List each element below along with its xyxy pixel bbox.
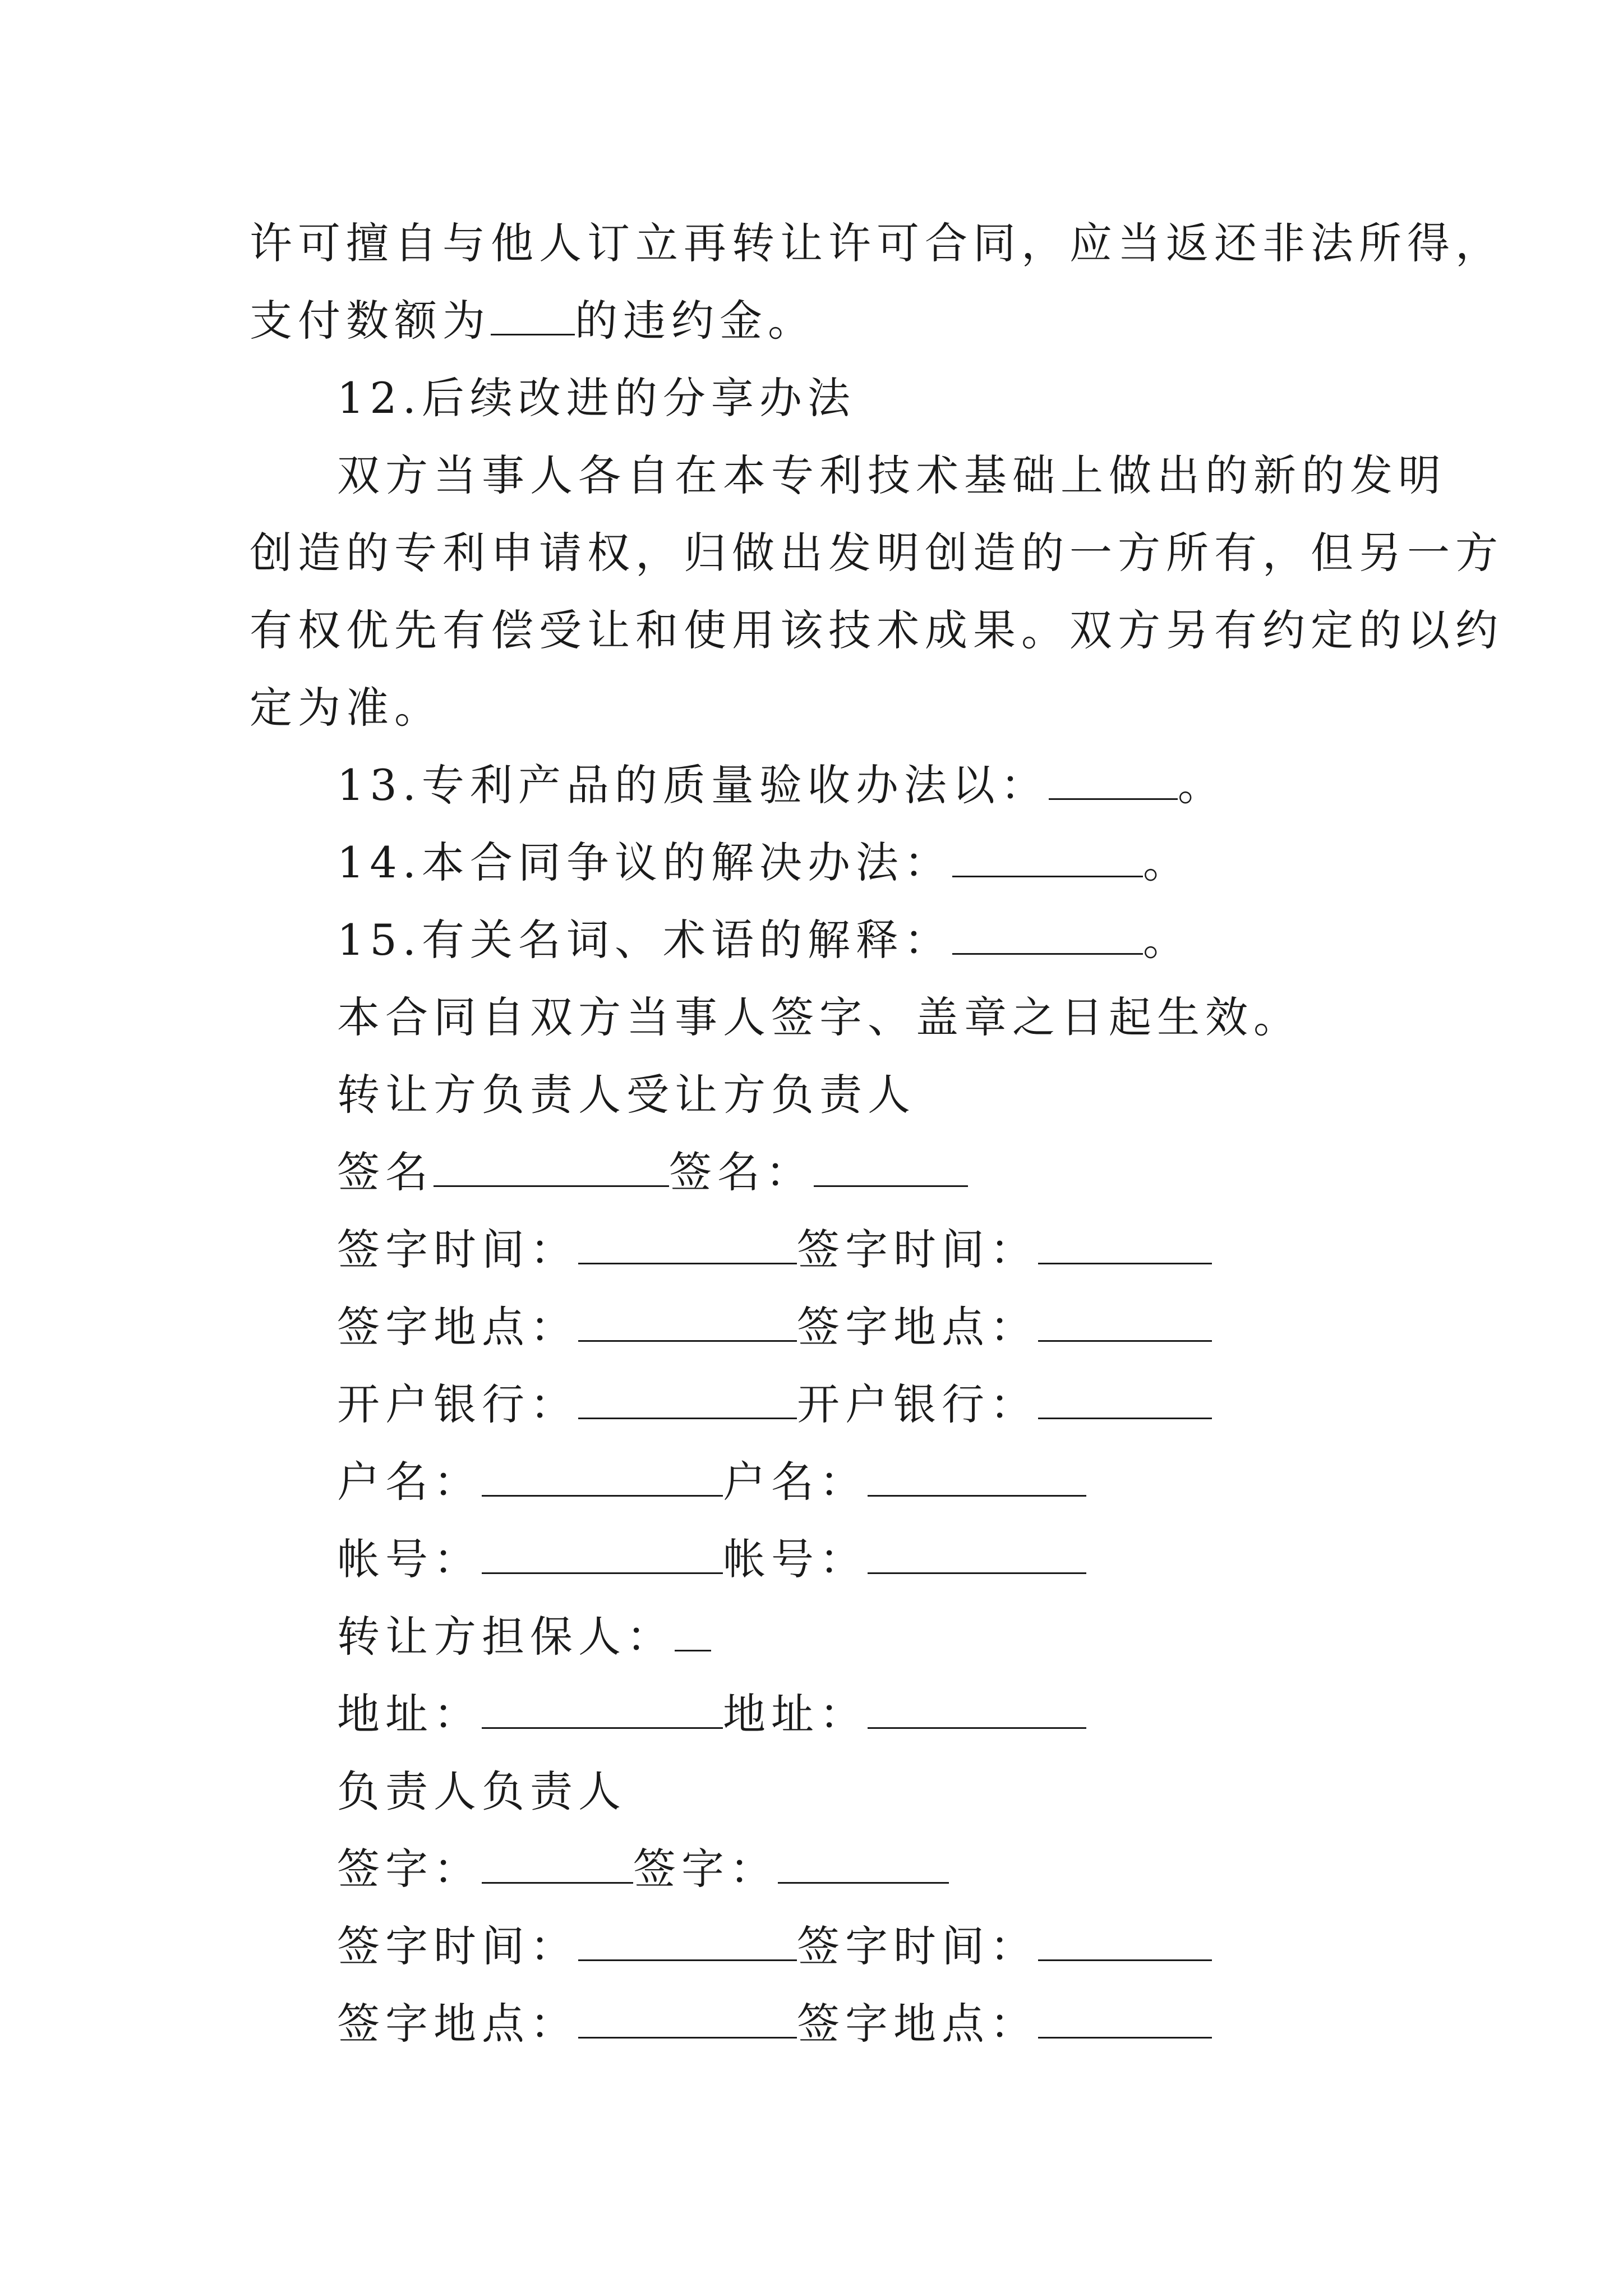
sign-time-row: 签字时间： 签字时间： bbox=[337, 1223, 1212, 1277]
paragraph-line: 许可擅自与他人订立再转让许可合同，应当返还非法所得， bbox=[250, 218, 1504, 268]
bank-row: 开户银行： 开户银行： bbox=[337, 1378, 1212, 1432]
fill-blank bbox=[778, 1847, 949, 1884]
guarantor-row: 转让方担保人： bbox=[337, 1610, 711, 1664]
fill-blank bbox=[578, 1305, 797, 1342]
fill-blank bbox=[578, 1383, 797, 1419]
fill-blank bbox=[434, 1151, 669, 1187]
fill-blank bbox=[1038, 1383, 1212, 1419]
guarantor-heading: 负责人负责人 bbox=[337, 1766, 626, 1816]
fill-blank bbox=[814, 1151, 968, 1187]
fill-blank bbox=[868, 1538, 1086, 1574]
fill-blank bbox=[952, 918, 1143, 955]
paragraph-line: 有权优先有偿受让和使用该技术成果。双方另有约定的以约 bbox=[250, 605, 1504, 655]
account-number-row: 帐号： 帐号： bbox=[337, 1533, 1086, 1586]
guarantor-signature-row: 签字： 签字： bbox=[337, 1842, 949, 1896]
fill-blank bbox=[482, 1692, 723, 1729]
fill-blank bbox=[491, 299, 575, 335]
clause-15: 15.有关名词、术语的解释： 。 bbox=[337, 915, 1191, 965]
fill-blank bbox=[868, 1460, 1086, 1497]
fill-blank bbox=[578, 2002, 797, 2039]
fill-blank bbox=[868, 1692, 1086, 1729]
guarantor-place-row: 签字地点： 签字地点： bbox=[337, 1997, 1212, 2051]
fill-blank bbox=[1038, 2002, 1212, 2039]
fill-blank bbox=[578, 1228, 797, 1264]
fill-blank bbox=[1049, 763, 1178, 800]
fill-blank bbox=[482, 1460, 723, 1497]
address-row: 地址： 地址： bbox=[337, 1687, 1086, 1741]
account-name-row: 户名： 户名： bbox=[337, 1455, 1086, 1509]
paragraph-line: 创造的专利申请权，归做出发明创造的一方所有，但另一方 bbox=[250, 528, 1504, 578]
effective-clause: 本合同自双方当事人签字、盖章之日起生效。 bbox=[337, 992, 1302, 1042]
clause-14: 14.本合同争议的解决办法： 。 bbox=[337, 838, 1191, 887]
paragraph-line: 定为准。 bbox=[250, 683, 442, 733]
paragraph-line: 双方当事人各自在本专利技术基础上做出的新的发明 bbox=[337, 450, 1446, 500]
fill-blank bbox=[1038, 1925, 1212, 1961]
fill-blank bbox=[482, 1538, 723, 1574]
paragraph-line: 支付数额为 的违约金。 bbox=[250, 296, 816, 346]
fill-blank bbox=[952, 841, 1143, 877]
fill-blank bbox=[482, 1847, 633, 1884]
guarantor-time-row: 签字时间： 签字时间： bbox=[337, 1920, 1212, 1973]
fill-blank bbox=[675, 1615, 711, 1651]
fill-blank bbox=[1038, 1228, 1212, 1264]
sign-place-row: 签字地点： 签字地点： bbox=[337, 1300, 1212, 1354]
fill-blank bbox=[1038, 1305, 1212, 1342]
clause-heading-12: 12.后续改进的分享办法 bbox=[337, 373, 856, 423]
clause-13: 13.专利产品的质量验收办法以： 。 bbox=[337, 760, 1226, 810]
fill-blank bbox=[578, 1925, 797, 1961]
signatory-heading: 转让方负责人受让方负责人 bbox=[337, 1070, 916, 1120]
signature-row: 签名 签名： bbox=[337, 1145, 968, 1199]
